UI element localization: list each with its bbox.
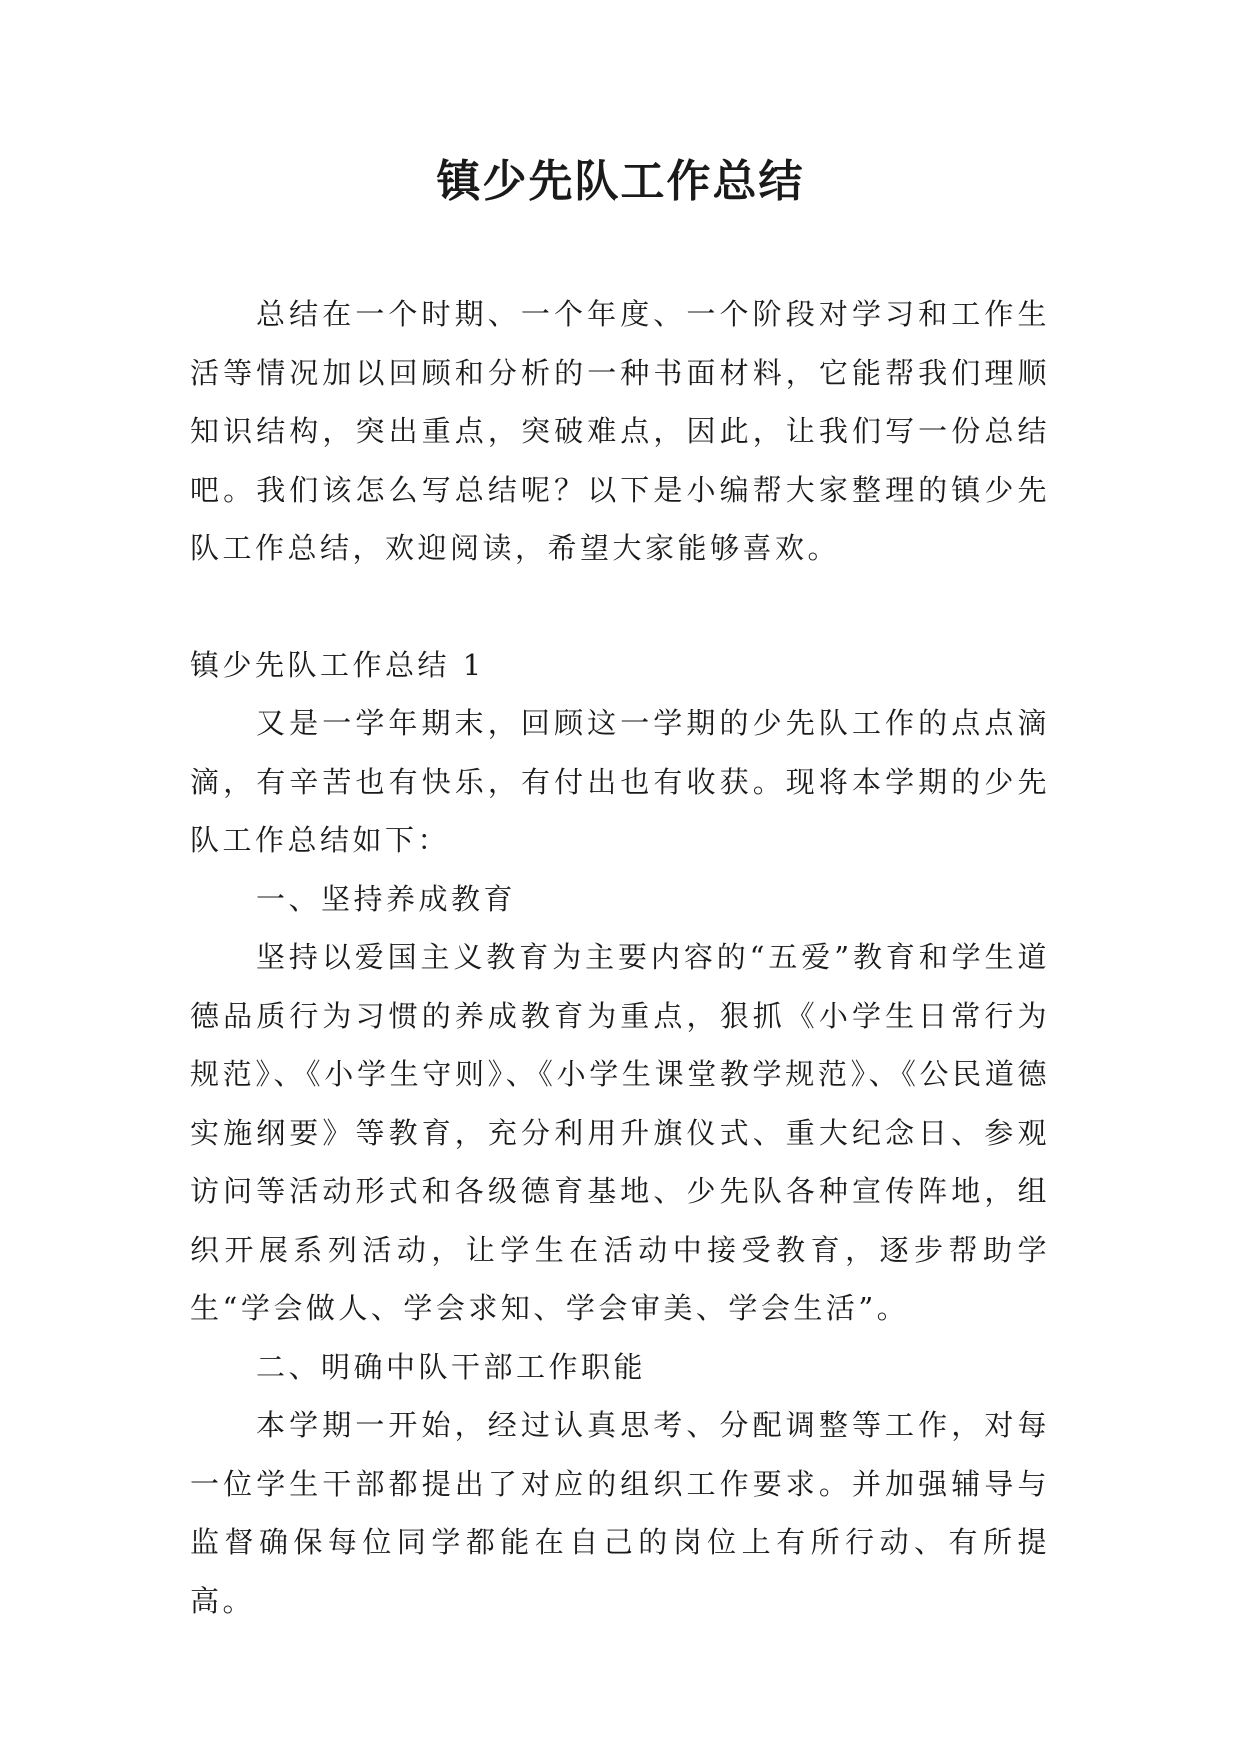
paragraph-gap <box>190 578 1050 636</box>
document-body <box>190 285 1050 1630</box>
body-paragraph-3: 本学期一开始，经过认真思考、分配调整等工作，对每一位学生干部都提出了对应的组织工作要求。并加强辅导与监督确保每位同学都能在自己的岗位上有所行动、有所提高。 <box>190 1408 1050 1618</box>
intro-paragraph: 总结在一个时期、一个年度、一个阶段对学习和工作生活等情况加以回顾和分析的一种书面材料，它能帮我们理顺知识结构，突出重点，突破难点，因此，让我们写一份总结吧。我们该怎么写总结呢？以下是小编帮大家整理的镇少先队工作总结，欢迎阅读，希望大家能够喜欢。 <box>190 297 1050 565</box>
heading-1: 一、坚持养成教育 <box>256 881 517 916</box>
section-title: 镇少先队工作总结 1 <box>190 647 485 682</box>
body-paragraph-1: 又是一学年期末，回顾这一学期的少先队工作的点点滴滴，有辛苦也有快乐，有付出也有收获。现将本学期的少先队工作总结如下： <box>190 706 1050 857</box>
body-paragraph-2: 坚持以爱国主义教育为主要内容的“五爱”教育和学生道德品质行为习惯的养成教育为重点，狠抓《小学生日常行为规范》、《小学生守则》、《小学生课堂教学规范》、《公民道德实施纲要》等教育，充分利用升旗仪式、重大纪念日、参观访问等活动形式和各级德育基地、少先队各种宣传阵地，组织开展系列活动，让学生在活动中接受教育，逐步帮助学生“学会做人、学会求知、学会审美、学会生活”。 <box>190 940 1050 1325</box>
heading-2: 二、明确中队干部工作职能 <box>256 1349 647 1384</box>
document-title: 镇少先队工作总结 <box>436 156 805 207</box>
